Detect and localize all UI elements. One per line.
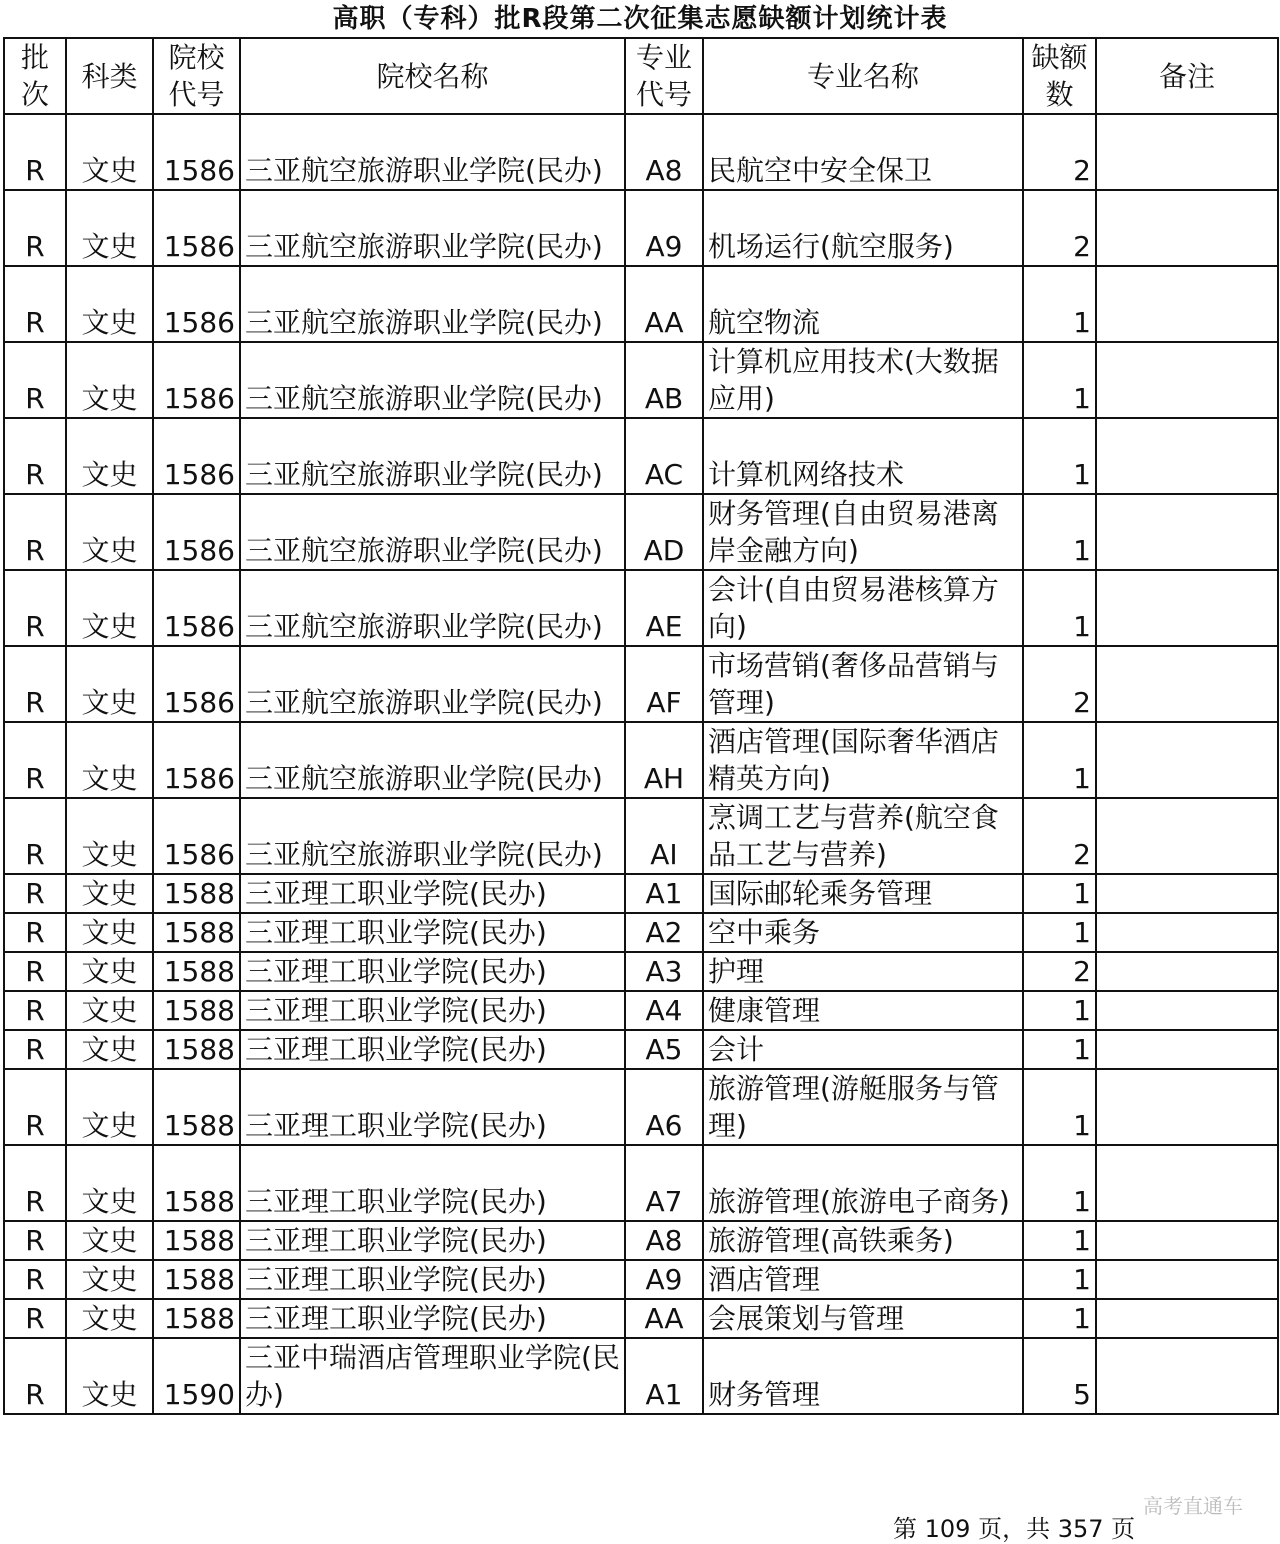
header-batch: 批次 [4, 38, 66, 114]
cell-school-name: 三亚航空旅游职业学院(民办) [240, 722, 625, 798]
table-row [4, 722, 1278, 798]
page-title: 高职（专科）批R段第二次征集志愿缺额计划统计表 [332, 4, 948, 34]
cell-major-code: A1 [625, 1338, 703, 1414]
cell-remarks [1096, 114, 1278, 190]
cell-batch: R [4, 1260, 66, 1299]
cell-batch: R [4, 342, 66, 418]
cell-category: 文史 [66, 913, 153, 952]
cell-remarks [1096, 722, 1278, 798]
cell-school-name: 三亚理工职业学院(民办) [240, 1030, 625, 1069]
cell-major-name: 民航空中安全保卫 [703, 114, 1023, 190]
cell-major-code: A7 [625, 1145, 703, 1221]
cell-school-name: 三亚理工职业学院(民办) [240, 1069, 625, 1145]
cell-major-code: A3 [625, 952, 703, 991]
cell-school-name: 三亚理工职业学院(民办) [240, 991, 625, 1030]
cell-major-name: 机场运行(航空服务) [703, 190, 1023, 266]
cell-vacancies: 5 [1023, 1338, 1096, 1414]
cell-school-code: 1588 [153, 1299, 240, 1338]
cell-school-code: 1590 [153, 1338, 240, 1414]
header-major-code: 专业代号 [625, 38, 703, 114]
cell-batch: R [4, 798, 66, 874]
cell-school-code: 1586 [153, 190, 240, 266]
cell-major-name: 市场营销(奢侈品营销与管理) [703, 646, 1023, 722]
cell-school-name: 三亚航空旅游职业学院(民办) [240, 646, 625, 722]
cell-major-code: AI [625, 798, 703, 874]
cell-school-code: 1588 [153, 1069, 240, 1145]
cell-major-code: AD [625, 494, 703, 570]
cell-category: 文史 [66, 991, 153, 1030]
header-school-name: 院校名称 [240, 38, 625, 114]
cell-category: 文史 [66, 190, 153, 266]
cell-category: 文史 [66, 1030, 153, 1069]
cell-school-code: 1588 [153, 1030, 240, 1069]
page-footer: 第 109 页，共 357 页 [893, 1515, 1136, 1543]
cell-remarks [1096, 991, 1278, 1030]
table-row [4, 1260, 1278, 1299]
header-remarks: 备注 [1096, 38, 1278, 114]
watermark-text: 高考直通车 [1143, 1494, 1243, 1518]
cell-category: 文史 [66, 722, 153, 798]
cell-remarks [1096, 190, 1278, 266]
cell-school-name: 三亚理工职业学院(民办) [240, 874, 625, 913]
cell-remarks [1096, 798, 1278, 874]
cell-school-code: 1586 [153, 722, 240, 798]
cell-school-name: 三亚理工职业学院(民办) [240, 1299, 625, 1338]
cell-category: 文史 [66, 1299, 153, 1338]
cell-major-name: 空中乘务 [703, 913, 1023, 952]
cell-major-code: A9 [625, 1260, 703, 1299]
cell-batch: R [4, 114, 66, 190]
cell-school-code: 1588 [153, 991, 240, 1030]
cell-major-name: 旅游管理(高铁乘务) [703, 1221, 1023, 1260]
cell-category: 文史 [66, 342, 153, 418]
cell-vacancies: 1 [1023, 266, 1096, 342]
cell-school-code: 1588 [153, 1145, 240, 1221]
table-row [4, 646, 1278, 722]
table-row [4, 1299, 1278, 1338]
cell-school-name: 三亚航空旅游职业学院(民办) [240, 570, 625, 646]
vacancy-plan-table [3, 37, 1279, 1415]
cell-school-name: 三亚理工职业学院(民办) [240, 913, 625, 952]
cell-major-code: A8 [625, 114, 703, 190]
cell-major-name: 酒店管理 [703, 1260, 1023, 1299]
table-row [4, 1338, 1278, 1414]
cell-vacancies: 1 [1023, 1145, 1096, 1221]
cell-major-code: A9 [625, 190, 703, 266]
cell-major-name: 会计(自由贸易港核算方向) [703, 570, 1023, 646]
cell-remarks [1096, 646, 1278, 722]
table-row [4, 570, 1278, 646]
cell-batch: R [4, 570, 66, 646]
table-row [4, 1069, 1278, 1145]
cell-school-code: 1586 [153, 570, 240, 646]
cell-vacancies: 1 [1023, 494, 1096, 570]
cell-school-name: 三亚航空旅游职业学院(民办) [240, 418, 625, 494]
cell-category: 文史 [66, 1145, 153, 1221]
cell-remarks [1096, 1030, 1278, 1069]
table-row [4, 1030, 1278, 1069]
cell-batch: R [4, 874, 66, 913]
cell-vacancies: 1 [1023, 1030, 1096, 1069]
cell-remarks [1096, 1069, 1278, 1145]
cell-major-name: 计算机应用技术(大数据应用) [703, 342, 1023, 418]
cell-school-code: 1588 [153, 874, 240, 913]
cell-school-code: 1586 [153, 494, 240, 570]
cell-major-code: AF [625, 646, 703, 722]
cell-major-name: 财务管理(自由贸易港离岸金融方向) [703, 494, 1023, 570]
cell-batch: R [4, 1030, 66, 1069]
cell-category: 文史 [66, 1260, 153, 1299]
table-body [4, 114, 1278, 1414]
cell-school-name: 三亚航空旅游职业学院(民办) [240, 266, 625, 342]
cell-category: 文史 [66, 570, 153, 646]
cell-remarks [1096, 1299, 1278, 1338]
cell-major-code: AE [625, 570, 703, 646]
cell-school-name: 三亚航空旅游职业学院(民办) [240, 798, 625, 874]
cell-major-code: AC [625, 418, 703, 494]
cell-major-code: A8 [625, 1221, 703, 1260]
cell-batch: R [4, 494, 66, 570]
cell-major-name: 健康管理 [703, 991, 1023, 1030]
cell-school-name: 三亚理工职业学院(民办) [240, 952, 625, 991]
cell-major-name: 烹调工艺与营养(航空食品工艺与营养) [703, 798, 1023, 874]
cell-major-name: 会计 [703, 1030, 1023, 1069]
cell-batch: R [4, 1338, 66, 1414]
cell-category: 文史 [66, 646, 153, 722]
cell-batch: R [4, 190, 66, 266]
cell-batch: R [4, 1299, 66, 1338]
cell-batch: R [4, 1069, 66, 1145]
cell-batch: R [4, 266, 66, 342]
cell-school-name: 三亚航空旅游职业学院(民办) [240, 114, 625, 190]
cell-school-name: 三亚理工职业学院(民办) [240, 1145, 625, 1221]
cell-major-name: 酒店管理(国际奢华酒店精英方向) [703, 722, 1023, 798]
cell-remarks [1096, 570, 1278, 646]
table-row [4, 874, 1278, 913]
cell-vacancies: 2 [1023, 952, 1096, 991]
cell-school-code: 1588 [153, 952, 240, 991]
table-row [4, 1221, 1278, 1260]
cell-category: 文史 [66, 1069, 153, 1145]
cell-major-code: AA [625, 1299, 703, 1338]
cell-remarks [1096, 418, 1278, 494]
cell-category: 文史 [66, 114, 153, 190]
cell-vacancies: 1 [1023, 1221, 1096, 1260]
cell-remarks [1096, 342, 1278, 418]
header-vacancies: 缺额数 [1023, 38, 1096, 114]
cell-batch: R [4, 418, 66, 494]
cell-vacancies: 1 [1023, 342, 1096, 418]
cell-category: 文史 [66, 494, 153, 570]
header-school-code: 院校代号 [153, 38, 240, 114]
cell-remarks [1096, 1338, 1278, 1414]
table-row [4, 494, 1278, 570]
table-row [4, 913, 1278, 952]
cell-batch: R [4, 952, 66, 991]
cell-vacancies: 1 [1023, 1069, 1096, 1145]
cell-school-name: 三亚航空旅游职业学院(民办) [240, 342, 625, 418]
cell-school-code: 1586 [153, 114, 240, 190]
cell-school-code: 1588 [153, 913, 240, 952]
cell-major-code: AB [625, 342, 703, 418]
cell-school-name: 三亚航空旅游职业学院(民办) [240, 190, 625, 266]
cell-major-name: 国际邮轮乘务管理 [703, 874, 1023, 913]
cell-remarks [1096, 1221, 1278, 1260]
cell-category: 文史 [66, 798, 153, 874]
cell-vacancies: 1 [1023, 991, 1096, 1030]
cell-batch: R [4, 991, 66, 1030]
cell-category: 文史 [66, 266, 153, 342]
cell-school-code: 1588 [153, 1260, 240, 1299]
cell-school-name: 三亚理工职业学院(民办) [240, 1260, 625, 1299]
cell-vacancies: 2 [1023, 190, 1096, 266]
cell-school-code: 1586 [153, 342, 240, 418]
cell-vacancies: 2 [1023, 114, 1096, 190]
table-header-row [4, 38, 1278, 114]
table-row [4, 991, 1278, 1030]
table-row [4, 266, 1278, 342]
cell-batch: R [4, 1145, 66, 1221]
cell-batch: R [4, 913, 66, 952]
cell-vacancies: 1 [1023, 1299, 1096, 1338]
cell-category: 文史 [66, 874, 153, 913]
cell-vacancies: 1 [1023, 418, 1096, 494]
cell-school-code: 1586 [153, 418, 240, 494]
table-row [4, 342, 1278, 418]
cell-major-code: AA [625, 266, 703, 342]
cell-major-code: A4 [625, 991, 703, 1030]
cell-remarks [1096, 1145, 1278, 1221]
cell-major-code: AH [625, 722, 703, 798]
cell-batch: R [4, 646, 66, 722]
cell-vacancies: 2 [1023, 798, 1096, 874]
cell-major-name: 财务管理 [703, 1338, 1023, 1414]
cell-vacancies: 1 [1023, 722, 1096, 798]
cell-vacancies: 2 [1023, 646, 1096, 722]
cell-vacancies: 1 [1023, 874, 1096, 913]
cell-major-name: 旅游管理(游艇服务与管理) [703, 1069, 1023, 1145]
cell-major-code: A6 [625, 1069, 703, 1145]
cell-remarks [1096, 913, 1278, 952]
cell-remarks [1096, 266, 1278, 342]
cell-school-code: 1586 [153, 798, 240, 874]
cell-major-name: 护理 [703, 952, 1023, 991]
cell-remarks [1096, 952, 1278, 991]
cell-category: 文史 [66, 952, 153, 991]
table-row [4, 1145, 1278, 1221]
table-row [4, 418, 1278, 494]
cell-major-code: A5 [625, 1030, 703, 1069]
cell-major-name: 计算机网络技术 [703, 418, 1023, 494]
table-row [4, 114, 1278, 190]
table-row [4, 952, 1278, 991]
cell-remarks [1096, 1260, 1278, 1299]
cell-major-name: 航空物流 [703, 266, 1023, 342]
cell-school-name: 三亚中瑞酒店管理职业学院(民办) [240, 1338, 625, 1414]
cell-batch: R [4, 1221, 66, 1260]
cell-vacancies: 1 [1023, 570, 1096, 646]
cell-vacancies: 1 [1023, 913, 1096, 952]
cell-remarks [1096, 494, 1278, 570]
cell-school-name: 三亚理工职业学院(民办) [240, 1221, 625, 1260]
cell-remarks [1096, 874, 1278, 913]
cell-school-code: 1586 [153, 646, 240, 722]
cell-vacancies: 1 [1023, 1260, 1096, 1299]
cell-category: 文史 [66, 418, 153, 494]
table-row [4, 798, 1278, 874]
table-row [4, 190, 1278, 266]
cell-category: 文史 [66, 1221, 153, 1260]
cell-major-name: 旅游管理(旅游电子商务) [703, 1145, 1023, 1221]
cell-school-code: 1586 [153, 266, 240, 342]
cell-major-code: A1 [625, 874, 703, 913]
cell-school-code: 1588 [153, 1221, 240, 1260]
cell-school-name: 三亚航空旅游职业学院(民办) [240, 494, 625, 570]
cell-batch: R [4, 722, 66, 798]
cell-major-name: 会展策划与管理 [703, 1299, 1023, 1338]
cell-category: 文史 [66, 1338, 153, 1414]
header-category: 科类 [66, 38, 153, 114]
header-major-name: 专业名称 [703, 38, 1023, 114]
cell-major-code: A2 [625, 913, 703, 952]
